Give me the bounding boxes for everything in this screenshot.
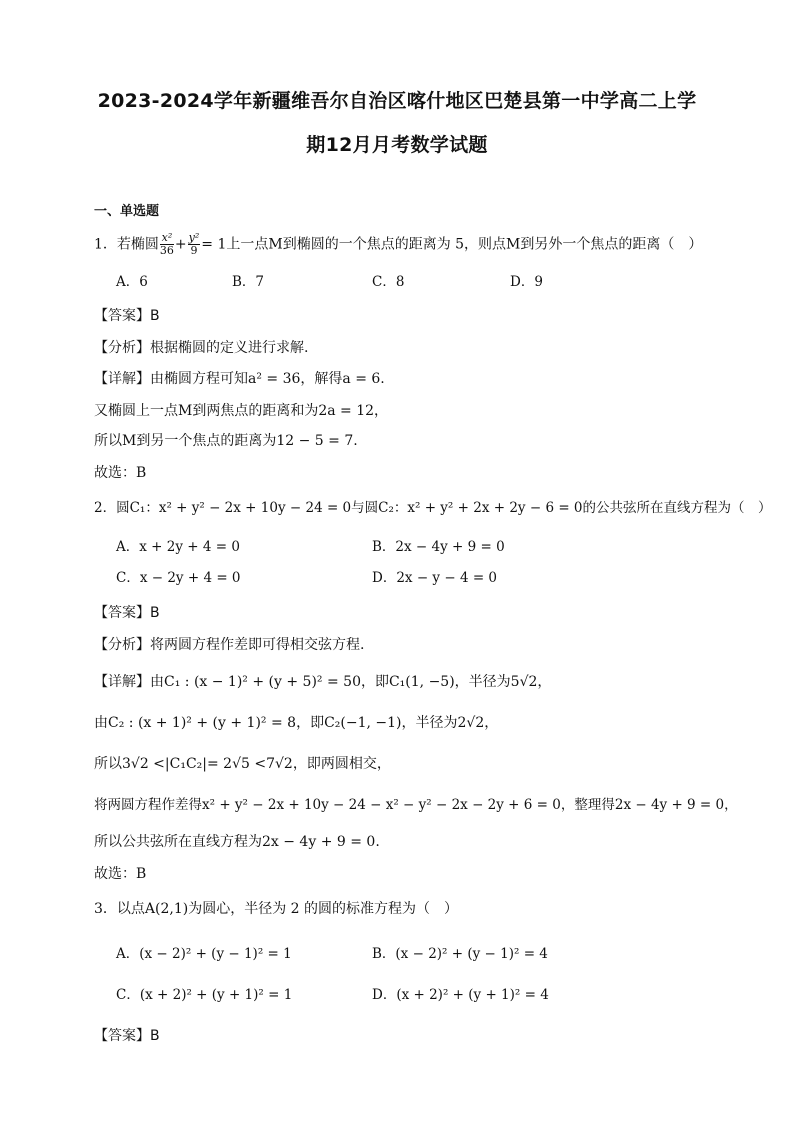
q1-detail-1: [94, 369, 385, 389]
page-title-line-1: 2023-2024学年新疆维吾尔自治区喀什地区巴楚县第一中学高二上学: [97, 90, 697, 112]
q1-detail-tag: 【详解】: [94, 371, 150, 387]
q1-prefix: 1．若椭圆: [94, 236, 159, 253]
q2-answer: 【答案】B: [94, 605, 160, 621]
question-3-stem: 3．以点A(2,1)为圆心，半径为 2 的圆的标准方程为（ ）: [94, 901, 459, 917]
q3-answer: 【答案】B: [94, 1028, 160, 1044]
section-heading: 一、单选题: [94, 204, 160, 219]
q2-detail-1-text: 由C₁ : (x − 1)² + (y + 5)² = 50，即C₁(1, −5)，半径为5√2，: [150, 674, 552, 690]
q2-option-c: C．x − 2y + 4 = 0: [116, 570, 241, 586]
q1-frac1-den: 36: [159, 244, 174, 257]
q2-analysis-tag: 【分析】: [94, 637, 150, 653]
q1-option-d: D．9: [510, 274, 543, 290]
q2-detail-tag: 【详解】: [94, 674, 150, 690]
q1-analysis: [94, 338, 308, 358]
q1-choose: 故选：B: [94, 465, 147, 481]
question-2-stem: 2．圆C₁：x² + y² − 2x + 10y − 24 = 0与圆C₂：x² + y² + 2x + 2y − 6 = 0的公共弦所在直线方程为（ ）: [94, 500, 772, 516]
q2-detail-4: 将两圆方程作差得x² + y² − 2x + 10y − 24 − x² − y² − 2x − 2y + 6 = 0，整理得2x − 4y + 9 = 0，: [94, 797, 738, 813]
q1-frac2-den: 9: [190, 244, 198, 257]
question-1-stem: [94, 232, 702, 257]
q2-detail-2: 由C₂ : (x + 1)² + (y + 1)² = 8，即C₂(−1, −1)，半径为2√2，: [94, 715, 499, 731]
q2-choose: 故选：B: [94, 866, 147, 882]
q1-frac2-num: y²: [188, 231, 200, 244]
q1-stem-rest: = 1上一点M到椭圆的一个焦点的距离为 5，则点M到另外一个焦点的距离（ ）: [201, 236, 703, 253]
q2-detail-5: 所以公共弦所在直线方程为2x − 4y + 9 = 0.: [94, 834, 380, 850]
q1-frac1-num: x²: [161, 231, 173, 244]
q1-answer: 【答案】B: [94, 308, 160, 324]
q2-option-b: B．2x − 4y + 9 = 0: [372, 539, 505, 555]
q3-option-a: A．(x − 2)² + (y − 1)² = 1: [116, 946, 292, 962]
q1-option-c: C．8: [372, 274, 405, 290]
q3-option-d: D．(x + 2)² + (y + 1)² = 4: [372, 987, 549, 1003]
q2-analysis: [94, 635, 364, 655]
q1-detail-1-text: 由椭圆方程可知a² = 36，解得a = 6.: [150, 371, 385, 387]
q1-option-a: A．6: [116, 274, 148, 290]
q1-detail-2: 又椭圆上一点M到两焦点的距离和为2a = 12，: [94, 403, 389, 419]
q3-option-b: B．(x − 2)² + (y − 1)² = 4: [372, 946, 548, 962]
q1-fraction-x: [160, 232, 174, 257]
q1-analysis-tag: 【分析】: [94, 340, 150, 356]
q1-option-b: B．7: [232, 274, 265, 290]
q1-detail-3: 所以M到另一个焦点的距离为12 − 5 = 7.: [94, 433, 358, 449]
q2-option-a: A．x + 2y + 4 = 0: [116, 539, 240, 555]
q1-fraction-y: [188, 232, 201, 257]
q1-plus: +: [174, 236, 187, 253]
q2-option-d: D．2x − y − 4 = 0: [372, 570, 498, 586]
q3-option-c: C．(x + 2)² + (y + 1)² = 1: [116, 987, 293, 1003]
q2-detail-1: [94, 672, 551, 692]
q2-analysis-text: 将两圆方程作差即可得相交弦方程.: [150, 637, 365, 653]
q2-detail-3: 所以3√2 <|C₁C₂|= 2√5 <7√2，即两圆相交，: [94, 756, 391, 772]
page-title-line-2: 期12月月考数学试题: [306, 134, 488, 156]
q1-analysis-text: 根据椭圆的定义进行求解.: [150, 340, 309, 356]
